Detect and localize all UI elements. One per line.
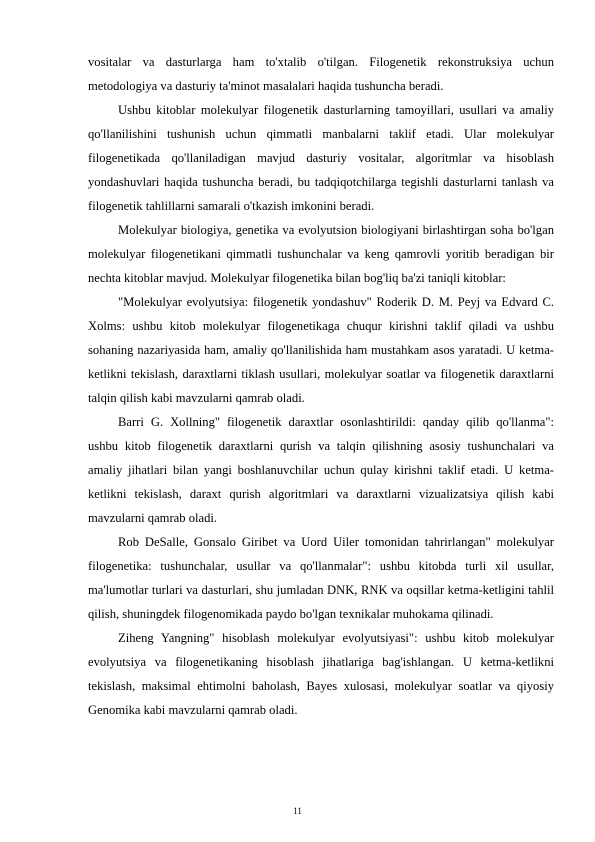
paragraph: Ushbu kitoblar molekulyar filogenetik dasturlarning tamoyillari, usullari va amaliy qo'llanilishini tushunish uchun qimmatli manbalarni taklif etadi. Ular molekulyar filogenetikada qo'llaniladigan mavjud dasturiy vositalar, algoritmlar va hisoblash yondashuvlari haqida tushuncha beradi, bu tadqiqotchilarga tegishli dasturlarni tanlash va filogenetik tahlillarni samarali o'tkazish imkonini beradi. (88, 103, 554, 213)
paragraph: Ziheng Yangning" hisoblash molekulyar evolyutsiyasi": ushbu kitob molekulyar evolyutsiya va filogenetikaning hisoblash jihatlariga bag'ishlangan. U ketma-ketlikni tekislash, maksimal ehtimolni baholash, Bayes xulosasi, molekulyar soatlar va qiyosiy Genomika kabi mavzularni qamrab oladi. (88, 631, 554, 717)
document-page (88, 50, 554, 722)
paragraph: Molekulyar biologiya, genetika va evolyutsion biologiyani birlashtirgan soha bo'lgan molekulyar filogenetikani qimmatli tushunchalar va keng qamrovli yoritib beradigan bir nechta kitoblar mavjud. Molekulyar filogenetika bilan bog'liq ba'zi taniqli kitoblar: (88, 223, 554, 285)
paragraph: Barri G. Xollning" filogenetik daraxtlar osonlashtirildi: qanday qilib qo'llanma": ushbu kitob filogenetik daraxtlarni qurish va talqin qilishning asosiy tushunchalari va amaliy jihatlari bilan yangi boshlanuvchilar uchun qulay kirishni taklif etadi. U ketma-ketlikni tekislash, daraxt qurish algoritmlari va daraxtlarni vizualizatsiya qilish kabi mavzularni qamrab oladi. (88, 415, 554, 525)
paragraph: Rob DeSalle, Gonsalo Giribet va Uord Uiler tomonidan tahrirlangan" molekulyar filogenetika: tushunchalar, usullar va qo'llanmalar": ushbu kitobda turli xil usullar, ma'lumotlar turlari va dasturlari, shu jumladan DNK, RNK va oqsillar ketma-ketligini tahlil qilish, shuningdek filogenomikada paydo bo'lgan texnikalar muhokama qilinadi. (88, 535, 554, 621)
paragraph: vositalar va dasturlarga ham to'xtalib o'tilgan. Filogenetik rekonstruksiya uchun metodologiya va dasturiy ta'minot masalalari haqida tushuncha beradi. (88, 55, 554, 93)
paragraph: "Molekulyar evolyutsiya: filogenetik yondashuv" Roderik D. M. Peyj va Edvard C. Xolms: ushbu kitob molekulyar filogenetikaga chuqur kirishni taklif qiladi va ushbu sohaning nazariyasida ham, amaliy qo'llanilishida ham mustahkam asos yaratadi. U ketma-ketlikni tekislash, daraxtlarni tiklash usullari, molekulyar soatlar va filogenetik daraxtlarni talqin qilish kabi mavzularni qamrab oladi. (88, 295, 554, 405)
page-number: 11 (293, 806, 302, 816)
